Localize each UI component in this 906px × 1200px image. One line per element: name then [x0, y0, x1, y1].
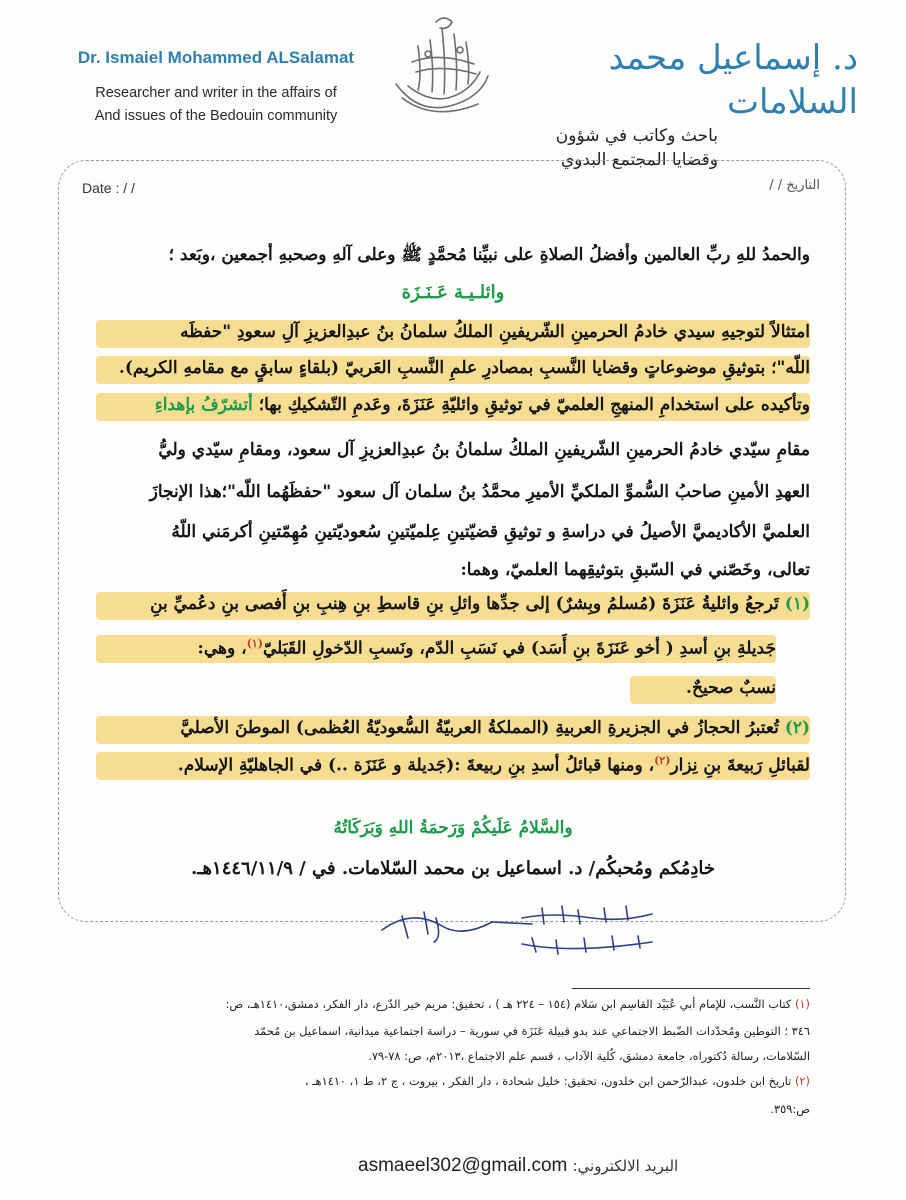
- signoff-line: خادِمُكم ومُحبكُم/ د. اسماعيل بن محمد السّلامات. في / ١٤٤٦/١١/٩هـ.: [190, 858, 716, 879]
- list-item-2-line1: [96, 718, 810, 738]
- paragraph-line: تعالى، وخَصّني في السّبقِ بتوثيقِهما العلميّ، وهما:: [460, 560, 810, 580]
- footnote-marker: (١): [246, 637, 263, 650]
- header-arabic: [478, 36, 858, 172]
- list-item-1-line3: نسبٌ صحيحٌ.: [686, 678, 776, 698]
- footnote-1-line3: السّلامات، رسالة دُكتوراه، جامعة دمشق، كُلية الآداب ، قسم علم الاجتماع ،٢٠١٣م، ص: ٧٨-٧٩.: [368, 1049, 810, 1063]
- date-english: Date : / /: [82, 180, 135, 196]
- closing-greeting: والسَّلامُ عَلَيكُمْ وَرَحمَةُ اللهِ وَبَرَكَاتُهُ: [333, 818, 573, 838]
- paragraph-line: العهدِ الأمينِ صاحبُ السُّموِّ الملكيِّ الأميرِ محمَّدُ بنُ سلمان آل سعود "حفظَهُما اللّه"؛هذا الإنجازَ: [149, 482, 810, 502]
- opening-line: والحمدُ للهِ ربِّ العالمين وأفضلُ الصلاةِ على نبيِّنا مُحمَّدٍ ﷺ وعلى آلهِ وصحبهِ أجمعين ،وبَعد ؛: [168, 245, 810, 265]
- letter-title: وائلـيـة عَـنَـزَة: [401, 282, 505, 303]
- list-item-2-line2: [96, 754, 810, 776]
- list-item-1-line2: [96, 637, 776, 659]
- footnote-marker: (٢): [794, 1074, 810, 1088]
- handwritten-signature: [372, 898, 662, 968]
- footnote-1-line1: [96, 997, 810, 1011]
- paragraph-line: اللّه"؛ بتوثيقِ موضوعاتٍ وقضايا النَّسبِ بمصادرِ علمِ النَّسبِ العَربيّ (بلقاءٍ سابقٍ مع مقامهِ الكريم).: [118, 358, 810, 378]
- footnote-separator: [572, 988, 810, 989]
- footnote-marker: (١): [794, 997, 810, 1011]
- paragraph-line: [96, 395, 810, 415]
- list-item-1-line1: [96, 594, 810, 614]
- footnote-2-line2: ص:٣٥٩.: [770, 1102, 810, 1116]
- footnote-marker: (٢): [654, 754, 671, 767]
- list-number: (٢): [784, 718, 810, 738]
- paragraph-line: امتثالاً لتوجيهِ سيدي خادمُ الحرمينِ الشّريفينِ الملكُ سلمانُ بنُ عبدِالعزيزِ آلِ سعودِ "حفظَه: [180, 322, 810, 342]
- email-address[interactable]: asmaeel302@gmail.com: [358, 1155, 568, 1176]
- list-text: ، ومنها قبائلُ أسدِ بنِ ربيعةَ :(جَديلة و عَنَزَة ..) في الجاهليّةِ الإسلام.: [177, 755, 655, 776]
- footnote-text: كتاب النَّسب، للإمام أبي عُبَيْد القاسِم ابن سَلام (١٥٤ – ٢٢٤ هـ ) ، تحقيق: مريم خير الدّرع، دار الفكر، دمشق،١٤١٠هـ، ص:: [225, 997, 792, 1011]
- arabic-name: د. إسماعيل محمد السلامات: [608, 38, 858, 122]
- list-text: تَرجعُ وائليةُ عَنَزَةَ (مُسلمُ وبِشرٌ) إلى جدِّها وائلِ بنِ قاسطِ بنِ هِنبِ بنِ أَفصى بنِ دعُميِّ بنِ: [150, 594, 779, 614]
- paragraph-line: العلميَّ الأكاديميَّ الأصيلُ في دراسةِ و توثيقِ قضيّتينِ عِلميّتينِ سُعوديّتينِ مُهِمّتينِ أكرمَني اللّهُ: [171, 522, 810, 542]
- english-title-line2: And issues of the Bedouin community: [94, 108, 338, 124]
- paragraph-line: مقامِ سيّدي خادمُ الحرمينِ الشّريفينِ الملكُ سلمانُ بنُ عبدِالعزيزِ آل سعود، ومقامِ سيّدي وليُّ: [158, 440, 810, 460]
- paragraph-text: وتأكيده على استخدامِ المنهجِ العلميّ في توثيقِ وائليّةِ عَنَزَةَ، وعَدمِ التّشكيكِ بها؛: [258, 395, 810, 415]
- english-title-line1: Researcher and writer in the affairs of: [95, 85, 337, 101]
- paragraph-green-text: أتشرّفُ بإهداءِ: [154, 395, 253, 415]
- list-text: تُعتبرُ الحجازُ في الجزيرةِ العربيةِ (المملكةُ العربيّةُ السُّعوديّةُ العُظمى) الموطنَ الأصليَّ: [180, 718, 779, 738]
- footnote-2-line1: [96, 1074, 810, 1088]
- footnote-1-line2: ٣٤٦ ؛ التوطين ومُحدّدات الضّبط الاجتماعي عند بدو قبيلة عَنَزَة في سورية – دراسة اجتماعية ميدانية، اسماعيل بن مُحمّد: [254, 1024, 810, 1038]
- email-line: [358, 1155, 778, 1177]
- list-text: ، وهي:: [197, 638, 247, 659]
- arabic-title-line1: باحث وكاتب في شؤون: [555, 126, 718, 146]
- header-english: [46, 48, 386, 128]
- date-arabic: التاريخ / /: [769, 178, 820, 193]
- footnote-text: تاريخ ابن خلدون، عبدالرّحمن ابن خلدون، تحقيق: خليل شحادة ، دار الفكر ، بيروت ، ج ٢، ط ١، ١٤١٠هـ ،: [304, 1074, 792, 1088]
- list-text: لقبائلِ رَبيعةَ بنِ نِزار: [670, 755, 810, 776]
- email-label: البريد الالكتروني:: [572, 1157, 679, 1175]
- english-title: [46, 82, 386, 128]
- list-number: (١): [784, 594, 810, 614]
- list-text: جَديلةِ بنِ أسدِ ( أخو عَنَزَةَ بنِ أَسَد) في نَسَبِ الدّم، ونَسبِ الدّخولِ القَبَليّ: [262, 638, 776, 659]
- english-name: Dr. Ismaiel Mohammed ALSalamat: [77, 48, 355, 67]
- arabic-title-line2: وقضايا المجتمع البدوي: [560, 150, 718, 170]
